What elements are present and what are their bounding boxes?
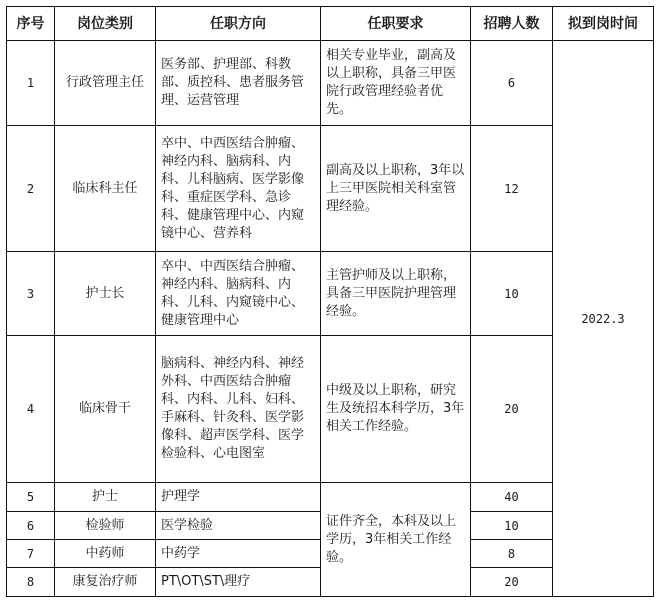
row-count: 12 (471, 126, 553, 252)
shared-requirement: 证件齐全，本科及以上学历，3年相关工作经验。 (321, 483, 471, 597)
row-count: 40 (471, 483, 553, 512)
row-requirement: 副高及以上职称，3年以上三甲医院相关科室管理经验。 (321, 126, 471, 252)
row-category: 行政管理主任 (55, 41, 156, 126)
header-row (7, 7, 654, 41)
row-direction: 中药学 (156, 540, 321, 568)
row-category: 护士 (55, 483, 156, 512)
row-direction: 脑病科、神经内科、神经外科、中西医结合肿瘤科、内科、儿科、妇科、手麻科、针灸科、医学影像科、超声医学科、医学检验科、心电图室 (156, 336, 321, 483)
row-no: 6 (7, 512, 55, 540)
row-requirement: 中级及以上职称，研究生及统招本科学历，3年相关工作经验。 (321, 336, 471, 483)
row-requirement: 相关专业毕业，副高及以上职称，具备三甲医院行政管理经验者优先。 (321, 41, 471, 126)
row-category: 护士长 (55, 252, 156, 336)
header-no: 序号 (7, 7, 55, 41)
header-category: 岗位类别 (55, 7, 156, 41)
header-arrival: 拟到岗时间 (553, 7, 654, 41)
header-count: 招聘人数 (471, 7, 553, 41)
row-count: 8 (471, 540, 553, 568)
header-direction: 任职方向 (156, 7, 321, 41)
row-count: 6 (471, 41, 553, 126)
row-direction: 卒中、中西医结合肿瘤、神经内科、脑病科、内科、儿科、内窥镜中心、健康管理中心 (156, 252, 321, 336)
row-count: 10 (471, 252, 553, 336)
header-requirement: 任职要求 (321, 7, 471, 41)
row-count: 10 (471, 512, 553, 540)
row-direction: 卒中、中西医结合肿瘤、神经内科、脑病科、内科、儿科脑病、医学影像科、重症医学科、急诊科、健康管理中心、内窥镜中心、营养科 (156, 126, 321, 252)
row-direction: 医学检验 (156, 512, 321, 540)
table-row (7, 41, 654, 126)
row-direction: 医务部、护理部、科教部、质控科、患者服务管理、运营管理 (156, 41, 321, 126)
row-no: 4 (7, 336, 55, 483)
row-category: 临床骨干 (55, 336, 156, 483)
row-count: 20 (471, 336, 553, 483)
row-direction: 护理学 (156, 483, 321, 512)
row-no: 1 (7, 41, 55, 126)
row-category: 康复治疗师 (55, 568, 156, 597)
row-category: 临床科主任 (55, 126, 156, 252)
row-count: 20 (471, 568, 553, 597)
recruitment-table (6, 6, 654, 597)
row-no: 3 (7, 252, 55, 336)
arrival-time: 2022.3 (553, 41, 654, 597)
row-no: 2 (7, 126, 55, 252)
row-requirement: 主管护师及以上职称，具备三甲医院护理管理经验。 (321, 252, 471, 336)
row-no: 7 (7, 540, 55, 568)
row-category: 中药师 (55, 540, 156, 568)
row-category: 检验师 (55, 512, 156, 540)
row-no: 8 (7, 568, 55, 597)
row-no: 5 (7, 483, 55, 512)
row-direction: PT\OT\ST\理疗 (156, 568, 321, 597)
